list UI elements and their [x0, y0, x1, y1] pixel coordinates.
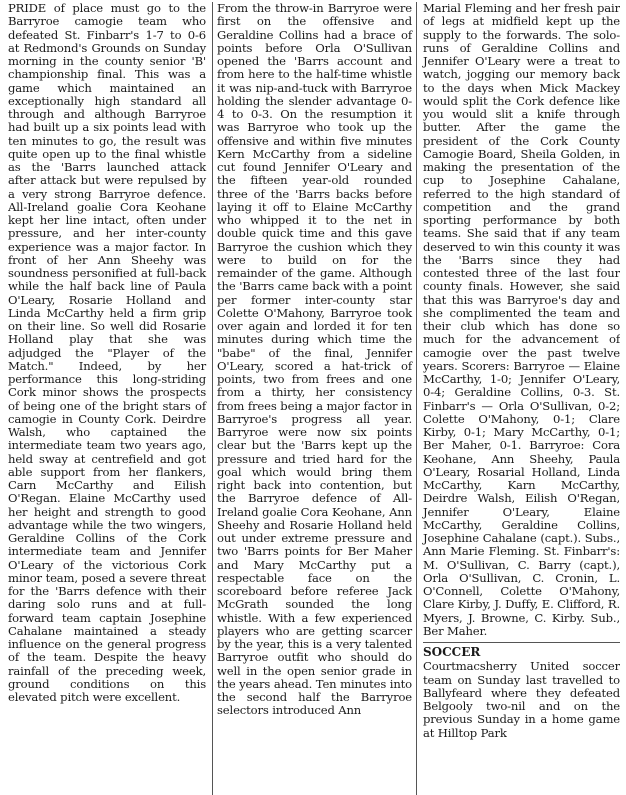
article-text-col2: From the throw-in Barryroe were first on the offensive and Geraldine Collins had a brace of points before Orla O'Sullivan opened the 'Barrs account and from here to the half-time whistle it was nip-and-tuck with Barryroe holding the slender advantage 0-4 to 0-3. On the resumption it was Barryroe who took up the offensive and within five minutes Kern McCarthy from a sideline cut found Jennifer O'Leary and the fifteen year-old rounded three of the 'Barrs backs before laying it off to Elaine McCarthy who whipped it to the net in double quick time and this gave Barryroe the cushion which they were to build on for the remainder of the game. Although the 'Barrs came back with a point per former inter-county star Colette O'Mahony, Barryroe took over again and lorded it for ten minutes during which time the "babe" of the final, Jennifer O'Leary, scored a hat-trick of points, two from frees and one from a thirty, her consistency from frees being a major factor in Barryroe's progress all year. Barryroe were now six points clear but the 'Barrs kept up the pressure and tried hard for the goal which would bring them right back into contention, but the Barryroe defence of All-Ireland goalie Cora Keohane, Ann Sheehy and Rosarie Holland held out under extreme pressure and two 'Barrs points for Ber Maher and Mary McCarthy put a respectable face on the scoreboard before referee Jack McGrath sounded the long whistle. With a few experienced players who are getting scarcer by the year, this is a very talented Barryroe outfit who should do well in the open senior grade in the years ahead. Ten minutes into the second half the Barryroe selectors introduced Ann: [217, 2, 412, 718]
soccer-text: Courtmacsherry United soccer team on Sunday last travelled to Ballyfeard where they defeated Belgooly two-nil and on the previous Sunday in a home game at Hilltop Park: [423, 659, 620, 740]
soccer-heading: SOCCER: [423, 645, 481, 659]
article-text-col1: PRIDE of place must go to the Barryroe camogie team who defeated St. Finbarr's 1-7 to 0-6 at Redmond's Grounds on Sunday morning in the county senior 'B' championship final. This was a game which maintained an exceptionally high standard all through and although Barryroe had built up a six points lead with ten minutes to go, the result was quite open up to the final whistle as the 'Barrs launched attack after attack but were repulsed by a very strong Barryroe defence. All-Ireland goalie Cora Keohane kept her line intact, often under pressure, and her inter-county experience was a major factor. In front of her Ann Sheehy was soundness personified at full-back while the half back line of Paula O'Leary, Rosarie Holland and Linda McCarthy held a firm grip on their line. So well did Rosarie Holland play that she was adjudged the "Player of the Match." Indeed, by her performance this long-striding Cork minor shows the prospects of being one of the bright stars of camogie in County Cork. Deirdre Walsh, who captained the intermediate team two years ago, held sway at centrefield and got able support from her flankers, Carn McCarthy and Eilish O'Regan. Elaine McCarthy used her height and strength to good advantage while the two wingers, Geraldine Collins of the Cork intermediate team and Jennifer O'Leary of the victorious Cork minor team, posed a severe threat for the 'Barrs defence with their daring solo runs and at full-forward team captain Josephine Cahalane maintained a steady influence on the general progress of the team. Despite the heavy rainfall of the preceding week, ground conditions on this elevated pitch were excellent.: [8, 2, 206, 704]
article-text-col3: Marial Fleming and her fresh pair of legs at midfield kept up the supply to the forwards. The solo-runs of Geraldine Collins and Jennifer O'Leary were a treat to watch, jogging our memory back to the days when Mick Mackey would split the Cork defence like you would slit a knife through butter. After the game the president of the Cork County Camogie Board, Sheila Golden, in making the presentation of the cup to Josephine Cahalane, referred to the high standard of competition and the grand sporting performance by both teams. She said that if any team deserved to win this county it was the 'Barrs since they had contested three of the last four county finals. However, she said that this was Barryroe's day and she complimented the team and their club which has done so much for the advancement of camogie over the past twelve years. Scorers: Barryroe — Elaine McCarthy, 1-0; Jennifer O'Leary, 0-4; Geraldine Collins, 0-3. St. Finbarr's — Orla O'Sullivan, 0-2; Colette O'Mahony, 0-1; Clare Kirby, 0-1; Mary McCarthy, 0-1; Ber Maher, 0-1. Barryroe: Cora Keohane, Ann Sheehy, Paula O'Leary, Rosarial Holland, Linda McCarthy, Karn McCarthy, Deirdre Walsh, Eilish O'Regan, Jennifer O'Leary, Elaine McCarthy, Geraldine Collins, Josephine Cahalane (capt.). Subs., Ann Marie Fleming. St. Finbarr's: M. O'Sullivan, C. Barry (capt.), Orla O'Sullivan, C. Cronin, L. O'Connell, Colette O'Mahony, Clare Kirby, J. Duffy, E. Clifford, R. Myers, J. Browne, C. Kirby. Sub., Ber Maher.: [423, 2, 620, 638]
article-column-2: [212, 2, 416, 795]
article-column-3: [416, 2, 620, 795]
section-divider: [423, 642, 620, 643]
article-column-1: [8, 2, 212, 795]
